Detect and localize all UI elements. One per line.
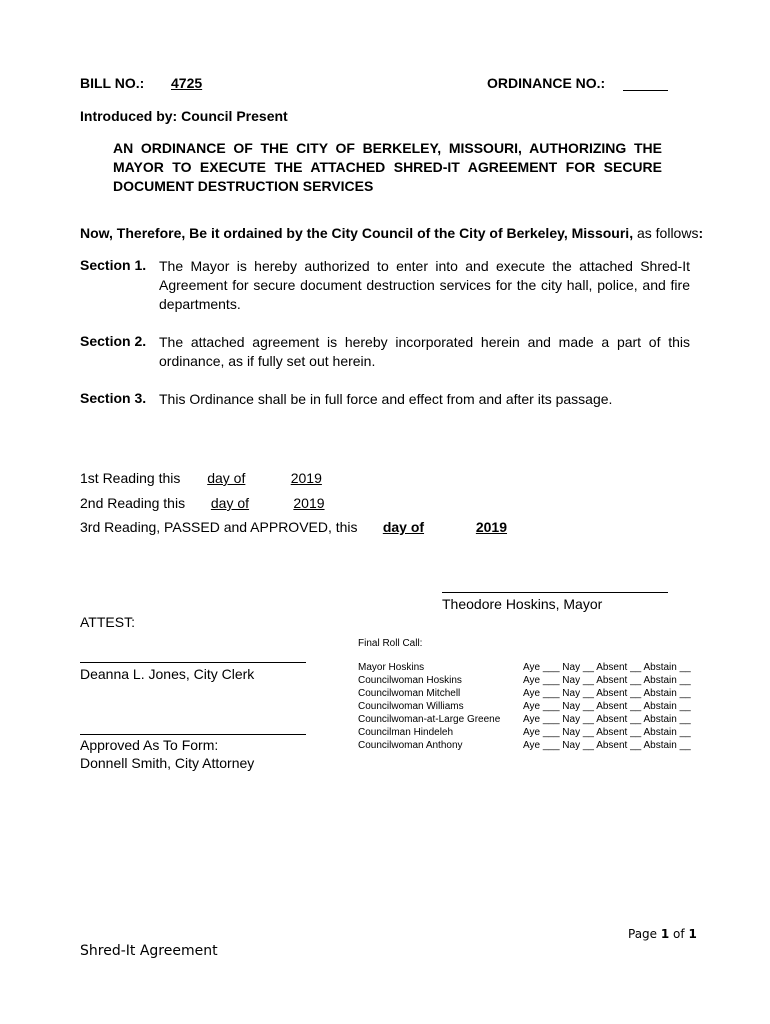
reading-1-day: day of [207,470,246,486]
roll-call-heading: Final Roll Call: [358,638,423,649]
roll-vote: Aye ___ Nay __ Absent __ Abstain __ [523,701,691,712]
attorney-name: Donnell Smith, City Attorney [80,755,255,771]
section-1-label: Section 1. [80,257,147,273]
bill-number-label: BILL NO.: [80,75,145,91]
roll-vote: Aye ___ Nay __ Absent __ Abstain __ [523,714,691,725]
introduced-by: Introduced by: Council Present [80,108,288,124]
reading-1 [80,470,344,486]
roll-member: Councilwoman Mitchell [358,688,461,699]
mayor-signature-line [442,592,668,593]
page-total: 1 [688,927,697,941]
ordinance-number-label: ORDINANCE NO.: [487,75,606,91]
attorney-signature-line [80,734,306,735]
roll-member: Councilwoman Williams [358,701,464,712]
section-1-text: The Mayor is hereby authorized to enter into and execute the attached Shred-It Agreement for secure document destruction services for the city hall, police, and fire departments. [159,258,690,312]
roll-member: Mayor Hoskins [358,662,425,673]
roll-vote: Aye ___ Nay __ Absent __ Abstain __ [523,675,691,686]
page-number [628,927,697,941]
approved-as-to-form: Approved As To Form: [80,737,219,753]
page-current: 1 [660,927,670,941]
roll-call-votes [523,661,691,752]
ordinance-title: AN ORDINANCE OF THE CITY OF BERKELEY, MISSOURI, AUTHORIZING THE MAYOR TO EXECUTE THE ATTACHED SHRED-IT AGREEMENT FOR SECURE DOCUMENT DESTRUCTION SERVICES [113,140,662,194]
reading-3 [80,519,537,535]
attest-label: ATTEST: [80,614,135,630]
clerk-signature-line [80,662,306,663]
preamble-normal: as follows [633,225,699,241]
section-2-label: Section 2. [80,333,147,349]
ordinance-number-blank [623,90,668,91]
section-3-text: This Ordinance shall be in full force and effect from and after its passage. [159,391,613,407]
roll-vote: Aye ___ Nay __ Absent __ Abstain __ [523,688,691,699]
roll-member: Councilwoman-at-Large Greene [358,714,501,725]
reading-2 [80,495,347,511]
page-word: Page [628,927,661,941]
roll-vote: Aye ___ Nay __ Absent __ Abstain __ [523,740,691,751]
roll-member: Councilman Hindeleh [358,727,454,738]
reading-3-prefix: 3rd Reading, PASSED and APPROVED, this [80,519,362,535]
mayor-name: Theodore Hoskins, Mayor [442,596,603,612]
roll-member: Councilwoman Anthony [358,740,463,751]
reading-2-prefix: 2nd Reading this [80,495,189,511]
reading-3-year: 2019 [475,519,508,535]
roll-call-members [358,661,500,752]
bill-number-value: 4725 [171,75,203,91]
roll-vote: Aye ___ Nay __ Absent __ Abstain __ [523,727,691,738]
reading-2-year: 2019 [293,495,325,511]
reading-2-day: day of [210,495,250,511]
section-2-text: The attached agreement is hereby incorporated herein and made a part of this ordinance, as if fully set out herein. [159,334,690,369]
roll-member: Councilwoman Hoskins [358,675,462,686]
reading-1-year: 2019 [290,470,322,486]
clerk-name: Deanna L. Jones, City Clerk [80,666,255,682]
reading-3-day: day of [382,519,425,535]
section-3-label: Section 3. [80,390,147,406]
preamble [80,225,703,241]
footer-document-title: Shred-It Agreement [80,943,218,959]
preamble-colon: : [698,225,704,241]
roll-vote: Aye ___ Nay __ Absent __ Abstain __ [523,662,691,673]
page-of: of [669,927,689,941]
reading-1-prefix: 1st Reading this [80,470,185,486]
preamble-bold: Now, Therefore, Be it ordained by the City Council of the City of Berkeley, Missouri, [80,225,634,241]
